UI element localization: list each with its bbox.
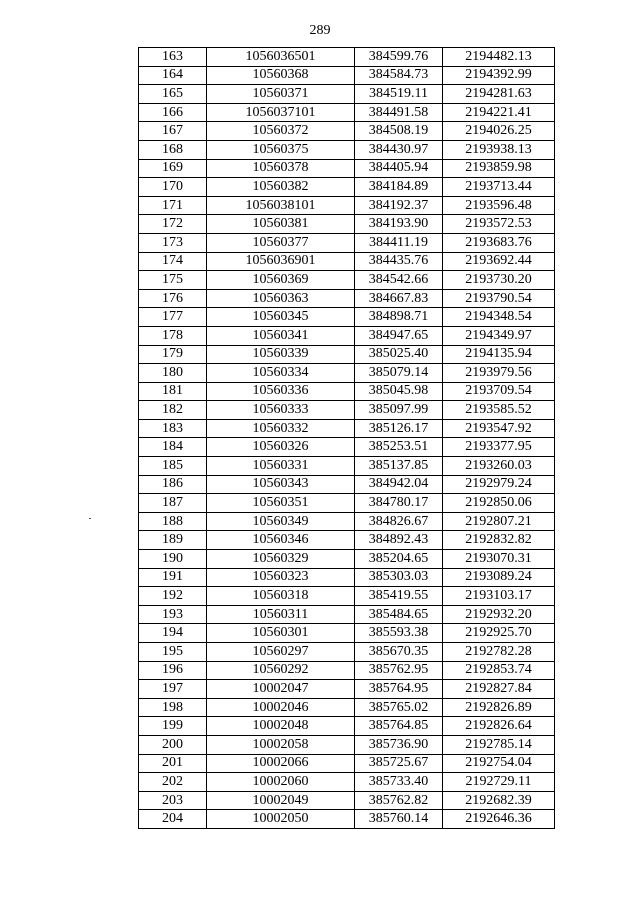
x-coordinate-cell: 384405.94: [355, 159, 443, 178]
x-coordinate-cell: 385045.98: [355, 382, 443, 401]
point-id-cell: 1056037101: [207, 103, 355, 122]
table-row: [139, 568, 555, 587]
row-number-cell: 185: [139, 457, 207, 476]
row-number-cell: 168: [139, 140, 207, 159]
point-id-cell: 1056036501: [207, 48, 355, 67]
y-coordinate-cell: 2193713.44: [443, 178, 555, 197]
table-row: [139, 66, 555, 85]
row-number-cell: 177: [139, 308, 207, 327]
x-coordinate-cell: 385126.17: [355, 419, 443, 438]
row-number-cell: 193: [139, 605, 207, 624]
table-row: [139, 140, 555, 159]
row-number-cell: 181: [139, 382, 207, 401]
point-id-cell: 10560323: [207, 568, 355, 587]
y-coordinate-cell: 2194348.54: [443, 308, 555, 327]
x-coordinate-cell: 385670.35: [355, 643, 443, 662]
row-number-cell: 176: [139, 289, 207, 308]
y-coordinate-cell: 2193070.31: [443, 550, 555, 569]
row-number-cell: 203: [139, 791, 207, 810]
x-coordinate-cell: 385419.55: [355, 587, 443, 606]
table-row: [139, 215, 555, 234]
row-number-cell: 189: [139, 531, 207, 550]
row-number-cell: 194: [139, 624, 207, 643]
row-number-cell: 174: [139, 252, 207, 271]
point-id-cell: 10560329: [207, 550, 355, 569]
x-coordinate-cell: 384826.67: [355, 512, 443, 531]
row-number-cell: 182: [139, 401, 207, 420]
row-number-cell: 175: [139, 271, 207, 290]
table-row: [139, 717, 555, 736]
row-number-cell: 197: [139, 680, 207, 699]
y-coordinate-cell: 2192826.89: [443, 698, 555, 717]
table-row: [139, 419, 555, 438]
y-coordinate-cell: 2193790.54: [443, 289, 555, 308]
row-number-cell: 179: [139, 345, 207, 364]
x-coordinate-cell: 385097.99: [355, 401, 443, 420]
row-number-cell: 191: [139, 568, 207, 587]
point-id-cell: 10002048: [207, 717, 355, 736]
point-id-cell: 10560382: [207, 178, 355, 197]
y-coordinate-cell: 2192853.74: [443, 661, 555, 680]
table-body: [139, 48, 555, 829]
table-row: [139, 308, 555, 327]
row-number-cell: 188: [139, 512, 207, 531]
x-coordinate-cell: 384599.76: [355, 48, 443, 67]
row-number-cell: 195: [139, 643, 207, 662]
point-id-cell: 10560377: [207, 233, 355, 252]
point-id-cell: 1056038101: [207, 196, 355, 215]
y-coordinate-cell: 2192932.20: [443, 605, 555, 624]
x-coordinate-cell: 385733.40: [355, 773, 443, 792]
row-number-cell: 186: [139, 475, 207, 494]
point-id-cell: 10560336: [207, 382, 355, 401]
table-row: [139, 754, 555, 773]
table-row: [139, 605, 555, 624]
table-row: [139, 773, 555, 792]
y-coordinate-cell: 2192827.84: [443, 680, 555, 699]
x-coordinate-cell: 385303.03: [355, 568, 443, 587]
y-coordinate-cell: 2193979.56: [443, 364, 555, 383]
row-number-cell: 169: [139, 159, 207, 178]
table-row: [139, 159, 555, 178]
y-coordinate-cell: 2192754.04: [443, 754, 555, 773]
x-coordinate-cell: 385204.65: [355, 550, 443, 569]
point-id-cell: 10560331: [207, 457, 355, 476]
y-coordinate-cell: 2194482.13: [443, 48, 555, 67]
table-row: [139, 810, 555, 829]
table-row: [139, 457, 555, 476]
y-coordinate-cell: 2194281.63: [443, 85, 555, 104]
x-coordinate-cell: 385765.02: [355, 698, 443, 717]
table-row: [139, 345, 555, 364]
x-coordinate-cell: 385736.90: [355, 735, 443, 754]
x-coordinate-cell: 385725.67: [355, 754, 443, 773]
x-coordinate-cell: 384491.58: [355, 103, 443, 122]
x-coordinate-cell: 385762.82: [355, 791, 443, 810]
point-id-cell: 10002046: [207, 698, 355, 717]
point-id-cell: 10560292: [207, 661, 355, 680]
row-number-cell: 183: [139, 419, 207, 438]
y-coordinate-cell: 2193938.13: [443, 140, 555, 159]
table-row: [139, 475, 555, 494]
x-coordinate-cell: 384584.73: [355, 66, 443, 85]
y-coordinate-cell: 2192782.28: [443, 643, 555, 662]
point-id-cell: 1056036901: [207, 252, 355, 271]
point-id-cell: 10560346: [207, 531, 355, 550]
row-number-cell: 184: [139, 438, 207, 457]
y-coordinate-cell: 2192925.70: [443, 624, 555, 643]
table-row: [139, 364, 555, 383]
table-row: [139, 494, 555, 513]
point-id-cell: 10002066: [207, 754, 355, 773]
table-row: [139, 178, 555, 197]
table-row: [139, 438, 555, 457]
point-id-cell: 10560375: [207, 140, 355, 159]
point-id-cell: 10002050: [207, 810, 355, 829]
x-coordinate-cell: 385762.95: [355, 661, 443, 680]
y-coordinate-cell: 2193709.54: [443, 382, 555, 401]
y-coordinate-cell: 2192850.06: [443, 494, 555, 513]
point-id-cell: 10002060: [207, 773, 355, 792]
table-row: [139, 122, 555, 141]
y-coordinate-cell: 2192979.24: [443, 475, 555, 494]
y-coordinate-cell: 2192646.36: [443, 810, 555, 829]
x-coordinate-cell: 384542.66: [355, 271, 443, 290]
x-coordinate-cell: 384519.11: [355, 85, 443, 104]
row-number-cell: 198: [139, 698, 207, 717]
table-row: [139, 624, 555, 643]
row-number-cell: 178: [139, 326, 207, 345]
row-number-cell: 187: [139, 494, 207, 513]
coordinate-table: [138, 47, 555, 829]
x-coordinate-cell: 384192.37: [355, 196, 443, 215]
point-id-cell: 10002058: [207, 735, 355, 754]
point-id-cell: 10560349: [207, 512, 355, 531]
y-coordinate-cell: 2193596.48: [443, 196, 555, 215]
y-coordinate-cell: 2193089.24: [443, 568, 555, 587]
y-coordinate-cell: 2192826.64: [443, 717, 555, 736]
row-number-cell: 163: [139, 48, 207, 67]
point-id-cell: 10560371: [207, 85, 355, 104]
row-number-cell: 180: [139, 364, 207, 383]
x-coordinate-cell: 384193.90: [355, 215, 443, 234]
point-id-cell: 10560345: [207, 308, 355, 327]
row-number-cell: 201: [139, 754, 207, 773]
point-id-cell: 10002049: [207, 791, 355, 810]
x-coordinate-cell: 385764.95: [355, 680, 443, 699]
point-id-cell: 10560332: [207, 419, 355, 438]
y-coordinate-cell: 2194135.94: [443, 345, 555, 364]
x-coordinate-cell: 384892.43: [355, 531, 443, 550]
y-coordinate-cell: 2194221.41: [443, 103, 555, 122]
table-row: [139, 791, 555, 810]
table-row: [139, 512, 555, 531]
row-number-cell: 204: [139, 810, 207, 829]
table-row: [139, 196, 555, 215]
x-coordinate-cell: 384435.76: [355, 252, 443, 271]
stray-mark: [89, 518, 91, 519]
x-coordinate-cell: 384947.65: [355, 326, 443, 345]
x-coordinate-cell: 384411.19: [355, 233, 443, 252]
x-coordinate-cell: 384184.89: [355, 178, 443, 197]
table-row: [139, 680, 555, 699]
point-id-cell: 10002047: [207, 680, 355, 699]
point-id-cell: 10560333: [207, 401, 355, 420]
table-row: [139, 271, 555, 290]
table-row: [139, 587, 555, 606]
y-coordinate-cell: 2192682.39: [443, 791, 555, 810]
point-id-cell: 10560326: [207, 438, 355, 457]
y-coordinate-cell: 2192729.11: [443, 773, 555, 792]
table-row: [139, 401, 555, 420]
x-coordinate-cell: 384942.04: [355, 475, 443, 494]
x-coordinate-cell: 385079.14: [355, 364, 443, 383]
row-number-cell: 164: [139, 66, 207, 85]
y-coordinate-cell: 2193547.92: [443, 419, 555, 438]
x-coordinate-cell: 385484.65: [355, 605, 443, 624]
row-number-cell: 171: [139, 196, 207, 215]
table-row: [139, 326, 555, 345]
point-id-cell: 10560378: [207, 159, 355, 178]
y-coordinate-cell: 2194392.99: [443, 66, 555, 85]
table-row: [139, 252, 555, 271]
point-id-cell: 10560369: [207, 271, 355, 290]
x-coordinate-cell: 384780.17: [355, 494, 443, 513]
table-row: [139, 289, 555, 308]
point-id-cell: 10560297: [207, 643, 355, 662]
row-number-cell: 190: [139, 550, 207, 569]
point-id-cell: 10560339: [207, 345, 355, 364]
x-coordinate-cell: 385253.51: [355, 438, 443, 457]
point-id-cell: 10560311: [207, 605, 355, 624]
row-number-cell: 199: [139, 717, 207, 736]
row-number-cell: 200: [139, 735, 207, 754]
row-number-cell: 170: [139, 178, 207, 197]
row-number-cell: 173: [139, 233, 207, 252]
y-coordinate-cell: 2192832.82: [443, 531, 555, 550]
x-coordinate-cell: 385760.14: [355, 810, 443, 829]
table-row: [139, 643, 555, 662]
row-number-cell: 192: [139, 587, 207, 606]
point-id-cell: 10560351: [207, 494, 355, 513]
y-coordinate-cell: 2193859.98: [443, 159, 555, 178]
point-id-cell: 10560341: [207, 326, 355, 345]
table-row: [139, 531, 555, 550]
point-id-cell: 10560301: [207, 624, 355, 643]
y-coordinate-cell: 2194026.25: [443, 122, 555, 141]
row-number-cell: 202: [139, 773, 207, 792]
x-coordinate-cell: 384898.71: [355, 308, 443, 327]
y-coordinate-cell: 2192807.21: [443, 512, 555, 531]
table-row: [139, 233, 555, 252]
point-id-cell: 10560318: [207, 587, 355, 606]
row-number-cell: 165: [139, 85, 207, 104]
table-row: [139, 48, 555, 67]
x-coordinate-cell: 384430.97: [355, 140, 443, 159]
y-coordinate-cell: 2193683.76: [443, 233, 555, 252]
y-coordinate-cell: 2194349.97: [443, 326, 555, 345]
y-coordinate-cell: 2193692.44: [443, 252, 555, 271]
y-coordinate-cell: 2193730.20: [443, 271, 555, 290]
y-coordinate-cell: 2193103.17: [443, 587, 555, 606]
row-number-cell: 172: [139, 215, 207, 234]
x-coordinate-cell: 385025.40: [355, 345, 443, 364]
point-id-cell: 10560363: [207, 289, 355, 308]
y-coordinate-cell: 2193572.53: [443, 215, 555, 234]
y-coordinate-cell: 2193377.95: [443, 438, 555, 457]
x-coordinate-cell: 385593.38: [355, 624, 443, 643]
x-coordinate-cell: 384667.83: [355, 289, 443, 308]
row-number-cell: 196: [139, 661, 207, 680]
y-coordinate-cell: 2192785.14: [443, 735, 555, 754]
point-id-cell: 10560334: [207, 364, 355, 383]
table-row: [139, 85, 555, 104]
row-number-cell: 167: [139, 122, 207, 141]
table-row: [139, 550, 555, 569]
x-coordinate-cell: 385764.85: [355, 717, 443, 736]
point-id-cell: 10560372: [207, 122, 355, 141]
table-row: [139, 735, 555, 754]
point-id-cell: 10560368: [207, 66, 355, 85]
page-number: 289: [309, 23, 331, 38]
row-number-cell: 166: [139, 103, 207, 122]
y-coordinate-cell: 2193260.03: [443, 457, 555, 476]
table-row: [139, 382, 555, 401]
point-id-cell: 10560381: [207, 215, 355, 234]
point-id-cell: 10560343: [207, 475, 355, 494]
x-coordinate-cell: 385137.85: [355, 457, 443, 476]
y-coordinate-cell: 2193585.52: [443, 401, 555, 420]
x-coordinate-cell: 384508.19: [355, 122, 443, 141]
table-row: [139, 661, 555, 680]
table-row: [139, 103, 555, 122]
table-row: [139, 698, 555, 717]
